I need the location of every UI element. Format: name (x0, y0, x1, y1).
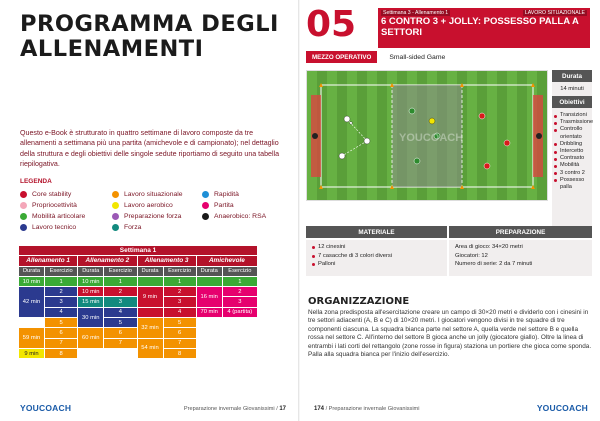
cell-duration (137, 276, 163, 286)
obiettivo-item: Trasmissione (554, 119, 590, 126)
cell-duration: 59 min (19, 328, 45, 349)
cell-duration: 32 min (137, 318, 163, 339)
cell-exercise: 8 (45, 348, 78, 358)
cell-exercise: 2 (163, 287, 196, 297)
empty-cell (196, 318, 257, 328)
cell-exercise: 2 (104, 287, 137, 297)
youcoach-logo: YOUCOACH (20, 403, 72, 413)
organizzazione-title: ORGANIZZAZIONE (308, 296, 410, 307)
cell-duration: 70 min (196, 307, 222, 317)
legend-item (202, 189, 239, 199)
exercise-title: 6 CONTRO 3 + JOLLY: POSSESSO PALLA A SETTORI (381, 16, 579, 38)
session-header: Allenamento 1 (19, 256, 78, 266)
page-title: PROGRAMMA DEGLI ALLENAMENTI (20, 11, 279, 62)
obiettivo-item: 3 contro 2 (554, 170, 590, 177)
cell-duration: 9 min (137, 287, 163, 308)
mezzo-operativo-row (306, 50, 590, 64)
cell-exercise: 1 (45, 276, 78, 286)
cell-exercise: 3 (163, 297, 196, 307)
cell-exercise: 5 (163, 318, 196, 328)
obiettivi-label: Obiettivi (552, 96, 592, 108)
legend-label: Lavoro situazionale (124, 190, 183, 198)
legend-label: Rapidità (214, 190, 239, 198)
cell-exercise: 5 (104, 318, 137, 328)
page-footer (184, 406, 286, 412)
cell-duration: 9 min (19, 348, 45, 358)
preparazione-item: Giocatori: 12 (455, 252, 488, 259)
legend-item (20, 222, 76, 232)
legend-dot (202, 213, 209, 220)
table-row (19, 338, 258, 348)
durata-value: 14 minuti (560, 86, 584, 92)
legend-label: Forza (124, 223, 142, 231)
materiale-header: MATERIALE (306, 226, 447, 238)
exercise-number: 05 (306, 4, 357, 45)
field-diagram (306, 70, 548, 201)
col-header: Esercizio (163, 266, 196, 276)
page-footer (314, 406, 419, 412)
col-header: Durata (196, 266, 222, 276)
obiettivo-item: Transizioni (554, 112, 590, 119)
exercise-category: LAVORO SITUAZIONALE (524, 10, 585, 16)
cell-duration (19, 318, 45, 328)
cell-exercise: 3 (104, 297, 137, 307)
session-header: Allenamento 2 (78, 256, 137, 266)
intro-paragraph: Questo e-Book è strutturato in quattro settimane di lavoro composte da tre allenamenti a settimana più una partita (amichevole e di campionato); nel dettaglio della struttura e degli obiettivi delle singole sedute riportiamo di seguito una tabella riepilogativa. (20, 129, 280, 168)
cell-exercise: 1 (163, 276, 196, 286)
legend-label: Preparazione forza (124, 212, 182, 220)
legend-item (112, 189, 183, 199)
legend-label: Core stability (32, 190, 72, 198)
youcoach-logo: YOUCOACH (536, 403, 588, 413)
empty-cell (78, 348, 137, 358)
legend-dot (20, 202, 27, 209)
legend-dot (20, 191, 27, 198)
col-header: Esercizio (104, 266, 137, 276)
table-row (19, 276, 258, 286)
obiettivo-item: Controllo orientato (554, 126, 590, 140)
cell-exercise: 5 (45, 318, 78, 328)
legend-dot (112, 224, 119, 231)
cell-duration: 16 min (196, 287, 222, 308)
page-number: 17 (279, 406, 286, 412)
col-header: Esercizio (222, 266, 257, 276)
session-header: Allenamento 3 (137, 256, 196, 266)
obiettivo-item: Contrasto (554, 155, 590, 162)
legend-item (20, 211, 85, 221)
cell-exercise: 1 (222, 276, 257, 286)
legend-item (202, 200, 234, 210)
cell-duration: 54 min (137, 338, 163, 359)
info-sidebar (552, 70, 592, 226)
cell-duration (137, 307, 163, 317)
preparazione-item: Numero di serie: 2 da 7 minuti (455, 261, 533, 267)
cell-exercise: 7 (45, 338, 78, 348)
footer-text: Preparazione invernale Giovanissimi / (183, 406, 280, 412)
cell-exercise: 7 (104, 338, 137, 348)
session-header: Amichevole (196, 256, 257, 266)
field-svg (307, 71, 547, 200)
col-header: Durata (78, 266, 104, 276)
field-watermark: YOUCOACH (399, 132, 464, 144)
obiettivo-item: Intercetto (554, 148, 590, 155)
legend-item (112, 211, 181, 221)
preparazione-item: Area di gioco: 34×20 metri (455, 244, 523, 250)
cell-exercise: 2 (45, 287, 78, 297)
footer-text: / Preparazione invernale Giovanissimi (324, 406, 420, 412)
cell-exercise: 7 (163, 338, 196, 348)
cell-duration: 60 min (78, 328, 104, 349)
right-page (300, 0, 600, 421)
cell-exercise: 2 (222, 287, 257, 297)
cell-exercise: 3 (45, 297, 78, 307)
legend-dot (112, 213, 119, 220)
cell-exercise: 6 (163, 328, 196, 338)
legend-item (202, 211, 266, 221)
preparazione-header: PREPARAZIONE (449, 226, 592, 238)
organizzazione-text: Nella zona predisposta all'esercitazione creare un campo di 30×20 metri e dividerlo con i cinesini in tre settori adiacenti (A, B e C) di 10×20 metri. I giocatori vengono divisi in tre squadre di tre componenti ciascuna. La squadra bianca parte nel settore A, quella verde nel settore B e quella rossa nel settore C. All'interno del settore B gioca anche un jolly (giocatore giallo). Oltre la linea di entrambi i lati corti del rettangolo (zone rosse in figura) staziona un portiere che gioca come sponda. Palla alla squadra bianca per l'inizio dell'esercizio. (308, 309, 592, 359)
legend-dot (202, 202, 209, 209)
cell-exercise: 8 (163, 348, 196, 358)
legend-title: LEGENDA (20, 178, 52, 185)
empty-cell (196, 348, 257, 358)
mezzo-operativo-value: Small-sided Game (389, 53, 446, 61)
cell-exercise: 4 (45, 307, 78, 317)
cell-duration: 15 min (78, 297, 104, 307)
legend-label: Partita (214, 201, 234, 209)
cell-duration: 30 min (78, 307, 104, 328)
legend-label: Lavoro tecnico (32, 223, 77, 231)
cell-exercise: 1 (104, 276, 137, 286)
cell-exercise: 4 (163, 307, 196, 317)
legend-item (20, 189, 71, 199)
legend-item (112, 222, 141, 232)
cell-exercise: 3 (222, 297, 257, 307)
mezzo-operativo-label: MEZZO OPERATIVO (306, 51, 377, 63)
legend-dot (20, 213, 27, 220)
materiale-item: Palloni (312, 260, 441, 269)
cell-duration: 42 min (19, 287, 45, 318)
schedule-table (18, 245, 258, 359)
legend-dot (112, 202, 119, 209)
legend (20, 189, 290, 233)
obiettivo-item: Dribbling (554, 141, 590, 148)
exercise-meta-week: Settimana 3 - Allenamento 1 (383, 10, 449, 16)
week-header: Settimana 1 (19, 246, 258, 256)
legend-label: Mobilità articolare (32, 212, 86, 220)
materiale-item: 12 cinesini (312, 243, 441, 252)
cell-duration (196, 276, 222, 286)
table-row (19, 318, 258, 328)
cell-exercise: 6 (45, 328, 78, 338)
cell-duration: 10 min (19, 276, 45, 286)
obiettivo-item: Mobilità (554, 162, 590, 169)
cell-duration: 10 min (78, 276, 104, 286)
table-row (19, 307, 258, 317)
legend-dot (20, 224, 27, 231)
materiale-item: 7 casacche di 3 colori diversi (312, 252, 441, 261)
page-number: 174 (314, 406, 325, 412)
durata-label: Durata (552, 70, 592, 82)
cell-exercise: 6 (104, 328, 137, 338)
col-header: Esercizio (45, 266, 78, 276)
legend-dot (112, 191, 119, 198)
legend-item (112, 200, 173, 210)
legend-item (20, 200, 77, 210)
exercise-header (378, 8, 590, 48)
obiettivi-list (552, 108, 592, 191)
legend-label: Propriocettività (32, 201, 77, 209)
materiale-list (306, 240, 447, 276)
cell-duration: 10 min (78, 287, 104, 297)
table-row (19, 287, 258, 297)
cell-exercise: 4 (104, 307, 137, 317)
cell-exercise: 4 (partita) (222, 307, 257, 317)
empty-cell (196, 338, 257, 348)
col-header: Durata (19, 266, 45, 276)
legend-label: Lavoro aerobico (124, 201, 173, 209)
col-header: Durata (137, 266, 163, 276)
empty-cell (196, 328, 257, 338)
legend-dot (202, 191, 209, 198)
legend-label: Anaerobico: RSA (214, 212, 267, 220)
preparazione-box (449, 240, 592, 276)
obiettivo-item: Possesso palla (554, 177, 590, 191)
